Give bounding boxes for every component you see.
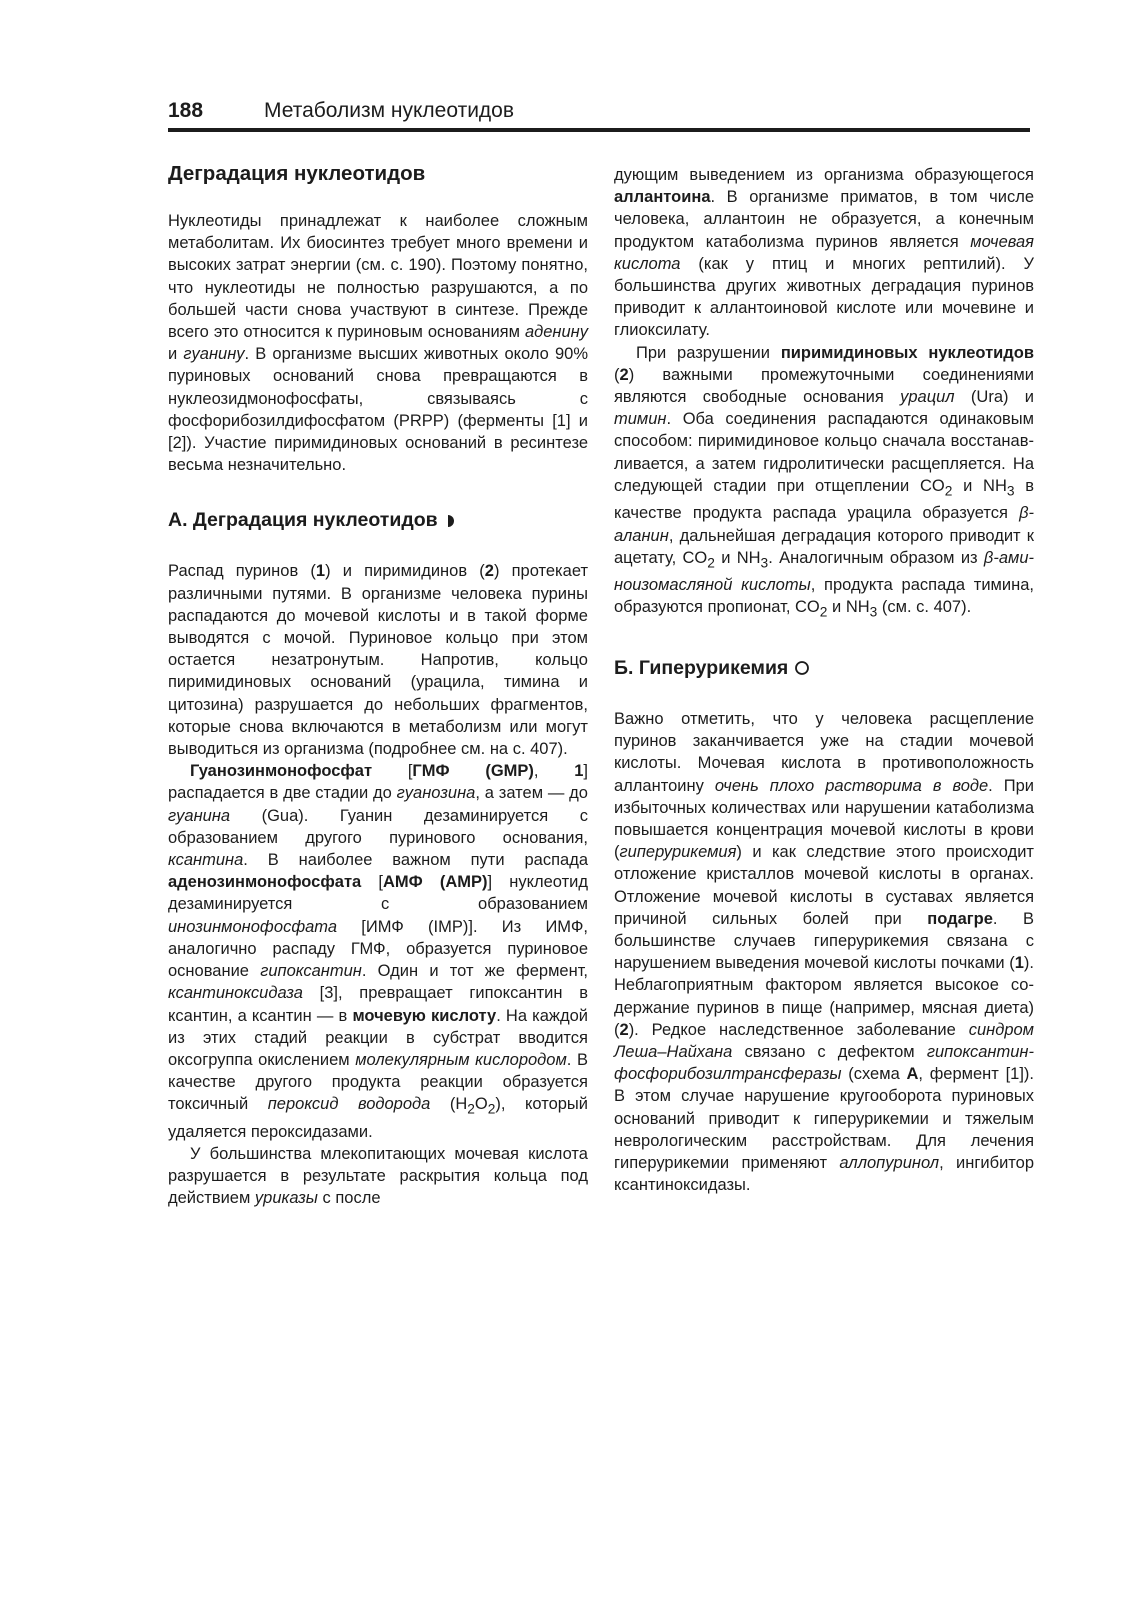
text-run: , продукта распада тимина, образуются пропионат, CO	[614, 576, 1034, 617]
text-run: ,	[533, 762, 575, 781]
text-run: гипоксантин	[260, 962, 362, 981]
text-run: и NH	[714, 548, 761, 567]
text-run: 2	[487, 1101, 496, 1117]
text-run: АМФ (AMP)	[382, 873, 488, 892]
text-run: β-аминоизомасляной кислоты	[614, 548, 1034, 595]
text-run: синдром Леша–Найхана	[614, 1020, 1034, 1061]
text-run: . При избыточных количествах или нарушении катаболизма повышается концентрация мочевой кислоты в крови (	[614, 776, 1035, 862]
header-rule	[168, 128, 1030, 132]
text-run: ксантиноксидаза	[168, 984, 303, 1003]
subsection-a-label: А. Деградация нуклеотидов	[168, 509, 438, 532]
text-run: гуанозина	[396, 784, 476, 803]
text-run: . В качестве другого продукта реакции образуется токсичный	[168, 1050, 588, 1114]
text-run: ), который удаляется пероксидазами.	[168, 1095, 588, 1141]
text-run: Гуанозинмонофосфат	[190, 762, 373, 781]
text-run: с после	[317, 1189, 381, 1208]
text-run: . Один и тот же фермент,	[361, 962, 589, 981]
text-run: [	[361, 873, 383, 892]
text-run: связано с дефектом	[732, 1043, 927, 1061]
subsection-title-b	[614, 654, 1034, 684]
left-column	[168, 160, 588, 1210]
text-run: молекулярным кислородом	[355, 1050, 567, 1069]
text-run: и	[168, 345, 184, 364]
text-run: , а затем — до	[475, 784, 588, 803]
text-run: (	[614, 365, 620, 384]
text-run: . Аналогичным образом из	[768, 548, 984, 567]
running-title: Метаболизм нуклеотидов	[264, 99, 515, 122]
text-run: в качестве продукта распада урацила образуется	[614, 476, 1034, 523]
text-run: (см. с. 407).	[877, 598, 972, 617]
paragraph-a2	[168, 760, 588, 1143]
text-run: При разрушении	[636, 343, 781, 362]
paragraph-pyrimidine	[614, 342, 1034, 624]
text-run: ) и пиримидинов (	[325, 562, 485, 581]
text-run: аденозинмонофосфата	[168, 873, 362, 892]
text-run: 1	[574, 762, 584, 781]
text-run: урацил	[900, 388, 955, 407]
text-run: ) и как следствие этого происходит отложение кристаллов мочевой кислоты в органах. Отложение мочевой кислоты в суставах является причиной сильных болей при	[614, 843, 1034, 928]
text-run: β-аланин	[614, 504, 1034, 545]
paragraph-a1	[168, 560, 588, 760]
text-run: А	[906, 1065, 919, 1084]
paragraph-a3	[168, 1143, 588, 1210]
text-run: 2	[944, 483, 953, 499]
text-run: , ингибитор ксантиноксидазы.	[614, 1154, 1035, 1195]
paragraph-continued	[614, 164, 1034, 342]
text-run: , дальнейшая деградация которого приводит к ацетату, CO	[614, 526, 1034, 567]
text-run: ГМФ (GMP)	[412, 762, 534, 781]
right-column	[614, 160, 1034, 1196]
intro-paragraph	[168, 210, 588, 476]
text-run: Важно отметить, что у человека расщепление пуринов заканчивается уже на стадии мочевой кислоты. Мочевая кислота в противоположность аллантоину	[614, 709, 1034, 795]
page-header	[168, 99, 1030, 123]
text-run: гиперурикемия	[619, 843, 737, 862]
text-run: ] нуклеотид дезаминируется с образованием	[168, 873, 589, 914]
text-run: тимин	[614, 410, 667, 429]
text-run: 2	[467, 1101, 475, 1117]
subsection-b-label: Б. Гиперурикемия	[614, 656, 789, 679]
text-run: [ИМФ (IMP)]. Из ИМФ, аналогично распаду ГМФ, образуется пуриновое основание	[168, 917, 588, 981]
text-run: У большинства млекопитающих мочевая кислота разрушается в результате раскрытия кольца под действием	[168, 1145, 588, 1208]
text-run: 3	[1006, 483, 1015, 499]
text-run: ) важными промежуточными соединениями являются свободные основания	[614, 365, 1034, 407]
text-run: очень плохо растворима в воде	[714, 776, 989, 795]
text-run: (Gua). Гуанин дезаминируется с образованием другого пуринового основания,	[168, 806, 588, 847]
text-run: дующим выведением из организма образующегося	[614, 166, 1034, 184]
text-run: гипоксантин-фосфорибозилтрансферазы	[614, 1043, 1034, 1084]
text-run: . В организме высших животных около 90% пуриновых оснований снова превращаются в нуклеозидмонофосфаты, связываясь с фосфорибозилдифосфатом (PRPP) (ферменты [1] и [2]). Участие пиримидиновых оснований в ресинтезе весьма незначительно.	[168, 345, 589, 475]
text-run: 2	[619, 1020, 629, 1039]
text-run: 3	[869, 604, 878, 620]
text-run: . Оба соединения распадаются одинаковым способом: пиримидиновое кольцо сначала восстанавливается, а затем гидролитически расщепляется. На следующей стадии при отщеплении CO	[614, 410, 1034, 495]
text-run: . В наиболее важном пути распада	[243, 851, 588, 870]
page-number: 188	[168, 99, 204, 122]
text-run: . На каждой из этих стадий реакции в субстрат вводится оксогруппа окислением	[168, 1006, 588, 1069]
text-run: [3], превращает гипоксантин в ксантин, а ксантин — в	[168, 984, 588, 1025]
half-filled-circle-icon	[444, 508, 456, 536]
text-run: мочевая кислота	[614, 232, 1034, 273]
text-run: подагре	[927, 909, 993, 928]
paragraph-b	[614, 708, 1034, 1196]
subsection-title-a	[168, 506, 588, 536]
text-run: (схема	[841, 1065, 907, 1084]
text-run: мочевую кислоту	[352, 1006, 497, 1025]
text-run: 2	[707, 555, 715, 571]
text-run: 1	[1014, 954, 1024, 973]
text-run: аллантоина	[614, 188, 711, 207]
text-run: гуанина	[168, 806, 231, 825]
text-run: и NH	[952, 476, 1007, 495]
text-run: ) протекает различными путями. В организме человека пурины распадаются до мочевой кислоты и в такой форме выводятся с мочой. Пуриновое кольцо при этом остается незатронутым. Напротив, кольцо пиримидиновых оснований (урацила, тимина и цитозина) разрушается до небольших фрагментов, которые снова включаются в метаболизм или могут выводиться из организма (подробнее см. на с. 407).	[168, 562, 589, 759]
text-run: инозинмонофосфата	[168, 917, 338, 936]
text-run: аденину	[524, 323, 588, 342]
text-run: O	[474, 1095, 488, 1114]
text-run: ). Редкое наследственное заболевание	[628, 1020, 969, 1039]
text-run: ] распадается в две стадии до	[168, 762, 589, 803]
text-run: [	[372, 762, 413, 781]
text-run: . В организме приматов, в том числе человека, аллантоин не образуется, а конечным продуктом катаболизма пуринов является	[614, 188, 1034, 251]
text-run: 2	[484, 562, 494, 581]
text-run: (H	[430, 1095, 468, 1114]
text-run: Нуклеотиды принадлежат к наиболее сложным метаболитам. Их биосинтез требует много времени и высоких затрат энергии (см. с. 190). Поэтому понятно, что нуклеотиды не полностью разрушаются, а по большей части снова участвуют в синтезе. Прежде всего это относится к пуриновым основаниям	[168, 212, 588, 342]
text-run: Распад пуринов (	[168, 562, 316, 581]
text-run: 1	[315, 562, 326, 581]
text-run: уриказы	[254, 1189, 318, 1208]
text-run: и NH	[827, 598, 870, 617]
text-run: пиримидиновых нуклеотидов	[780, 343, 1035, 362]
section-title: Деградация нуклеотидов	[168, 162, 426, 185]
text-run: гуанину	[183, 345, 245, 364]
text-run: 2	[619, 365, 629, 384]
text-run: , фермент [1]). В этом случае нарушение кругооборота пуриновых оснований приводит к гиперурикемии и тяжелым неврологическим расстройствам. Для лечения гиперурикемии применяют	[614, 1065, 1034, 1173]
text-run: (Ura) и	[954, 388, 1034, 407]
text-run: 3	[760, 555, 769, 571]
text-run: 2	[819, 604, 828, 620]
text-run: . В большинстве случаев гиперурикемия связана с нарушением выведения мочевой кислоты почками (	[614, 909, 1034, 973]
text-run: аллопуринол	[839, 1154, 940, 1173]
text-run: ксантина	[168, 851, 244, 870]
open-circle-icon	[794, 656, 810, 684]
text-run: ). Неблагоприятным фактором является высокое содержание пуринов в пище (например, мясная диета) (	[614, 954, 1034, 1039]
text-run: (как у птиц и многих рептилий). У большинства других животных деградация пуринов приводит к аллантоиновой кислоте или мочевине и глиоксилату.	[614, 254, 1034, 340]
text-run: пероксид водорода	[267, 1095, 431, 1114]
